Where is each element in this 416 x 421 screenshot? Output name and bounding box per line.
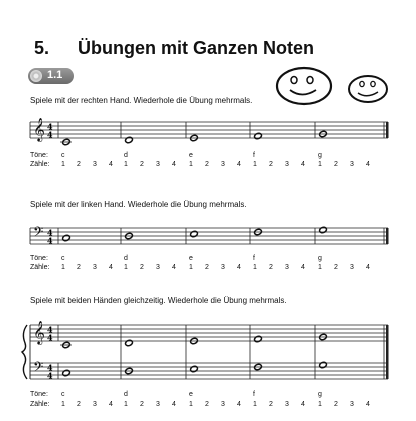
- exercise-1-tone-label: Töne:: [30, 152, 48, 159]
- time-signature-bottom: 4: [47, 129, 53, 140]
- whole-note: [125, 339, 134, 346]
- tone-name: g: [318, 391, 322, 398]
- tone-name: f: [253, 255, 255, 262]
- beat-count: 3: [285, 161, 289, 168]
- beat-count: 3: [350, 161, 354, 168]
- tone-name: e: [189, 391, 193, 398]
- exercise-1-count-label: Zähle:: [30, 161, 50, 168]
- time-signature-top: 4: [47, 121, 53, 132]
- bass-clef-icon: 𝄢: [33, 359, 44, 378]
- beat-count: 2: [77, 161, 81, 168]
- beat-count: 3: [350, 264, 354, 271]
- beat-count: 4: [237, 161, 241, 168]
- beat-count: 1: [318, 264, 322, 271]
- tone-name: f: [253, 152, 255, 159]
- tone-name: g: [318, 152, 322, 159]
- exercise-2-tone-label: Töne:: [30, 255, 48, 262]
- beat-count: 3: [156, 161, 160, 168]
- tone-name: d: [124, 255, 128, 262]
- exercise-3-instruction: Spiele mit beiden Händen gleichzeitig. Wiederhole die Übung mehrmals.: [30, 296, 287, 305]
- final-barline: [386, 325, 389, 341]
- beat-count: 2: [334, 161, 338, 168]
- beat-count: 3: [221, 401, 225, 408]
- tone-name: d: [124, 391, 128, 398]
- beat-count: 1: [318, 161, 322, 168]
- beat-count: 2: [205, 401, 209, 408]
- beat-count: 1: [61, 264, 65, 271]
- time-signature-top: 4: [47, 324, 53, 335]
- beat-count: 4: [301, 264, 305, 271]
- exercise-3-tone-label: Töne:: [30, 391, 48, 398]
- section-number: 5.: [34, 38, 50, 58]
- treble-clef-icon: 𝄞: [33, 320, 45, 344]
- tone-name: e: [189, 255, 193, 262]
- beat-count: 4: [301, 161, 305, 168]
- beat-count: 4: [172, 264, 176, 271]
- tone-name: f: [253, 391, 255, 398]
- beat-count: 1: [189, 264, 193, 271]
- beat-count: 2: [269, 401, 273, 408]
- beat-count: 2: [334, 264, 338, 271]
- section-title-text: Übungen mit Ganzen Noten: [78, 38, 314, 58]
- beat-count: 1: [61, 401, 65, 408]
- tone-name: c: [61, 152, 65, 159]
- beat-count: 2: [334, 401, 338, 408]
- time-signature-bottom: 4: [47, 332, 53, 343]
- beat-count: 3: [350, 401, 354, 408]
- tone-name: c: [61, 255, 65, 262]
- beat-count: 2: [77, 401, 81, 408]
- exercise-1-instruction: Spiele mit der rechten Hand. Wiederhole die Übung mehrmals.: [30, 96, 253, 105]
- beat-count: 1: [253, 401, 257, 408]
- tone-name: g: [318, 255, 322, 262]
- treble-clef-icon: 𝄞: [33, 117, 45, 141]
- time-signature-top: 4: [47, 227, 53, 238]
- beat-count: 4: [109, 264, 113, 271]
- beat-count: 2: [140, 161, 144, 168]
- beat-count: 1: [61, 161, 65, 168]
- beat-count: 2: [77, 264, 81, 271]
- tone-name: c: [61, 391, 65, 398]
- beat-count: 1: [253, 161, 257, 168]
- beat-count: 4: [366, 264, 370, 271]
- beat-count: 1: [253, 264, 257, 271]
- whole-note: [190, 365, 199, 372]
- beat-count: 1: [189, 401, 193, 408]
- beat-count: 1: [124, 401, 128, 408]
- exercise-3-count-label: Zähle:: [30, 401, 50, 408]
- beat-count: 4: [366, 401, 370, 408]
- beat-count: 4: [109, 401, 113, 408]
- whole-note: [254, 335, 263, 342]
- beat-count: 1: [124, 264, 128, 271]
- exercise-2-instruction: Spiele mit der linken Hand. Wiederhole die Übung mehrmals.: [30, 200, 247, 209]
- beat-count: 4: [237, 401, 241, 408]
- beat-count: 3: [285, 401, 289, 408]
- beat-count: 4: [172, 161, 176, 168]
- brace: [22, 325, 27, 379]
- beat-count: 2: [140, 401, 144, 408]
- final-barline: [386, 341, 389, 363]
- beat-count: 4: [172, 401, 176, 408]
- beat-count: 3: [221, 264, 225, 271]
- beat-count: 3: [93, 264, 97, 271]
- beat-count: 4: [366, 161, 370, 168]
- bass-clef-icon: 𝄢: [33, 224, 44, 243]
- beat-count: 4: [301, 401, 305, 408]
- beat-count: 2: [269, 161, 273, 168]
- beat-count: 4: [109, 161, 113, 168]
- beat-count: 3: [221, 161, 225, 168]
- tone-name: d: [124, 152, 128, 159]
- final-barline: [386, 363, 389, 379]
- beat-count: 2: [140, 264, 144, 271]
- exercise-2-count-label: Zähle:: [30, 264, 50, 271]
- beat-count: 3: [285, 264, 289, 271]
- time-signature-bottom: 4: [47, 370, 53, 381]
- beat-count: 1: [318, 401, 322, 408]
- beat-count: 4: [237, 264, 241, 271]
- whole-note: [62, 369, 71, 376]
- beat-count: 2: [205, 264, 209, 271]
- beat-count: 3: [93, 401, 97, 408]
- beat-count: 3: [156, 264, 160, 271]
- beat-count: 1: [189, 161, 193, 168]
- beat-count: 3: [93, 161, 97, 168]
- beat-count: 3: [156, 401, 160, 408]
- whole-note: [319, 361, 328, 368]
- tone-name: e: [189, 152, 193, 159]
- time-signature-bottom: 4: [47, 235, 53, 246]
- beat-count: 2: [205, 161, 209, 168]
- time-signature-top: 4: [47, 362, 53, 373]
- beat-count: 2: [269, 264, 273, 271]
- beat-count: 1: [124, 161, 128, 168]
- track-number: 1.1: [47, 69, 63, 81]
